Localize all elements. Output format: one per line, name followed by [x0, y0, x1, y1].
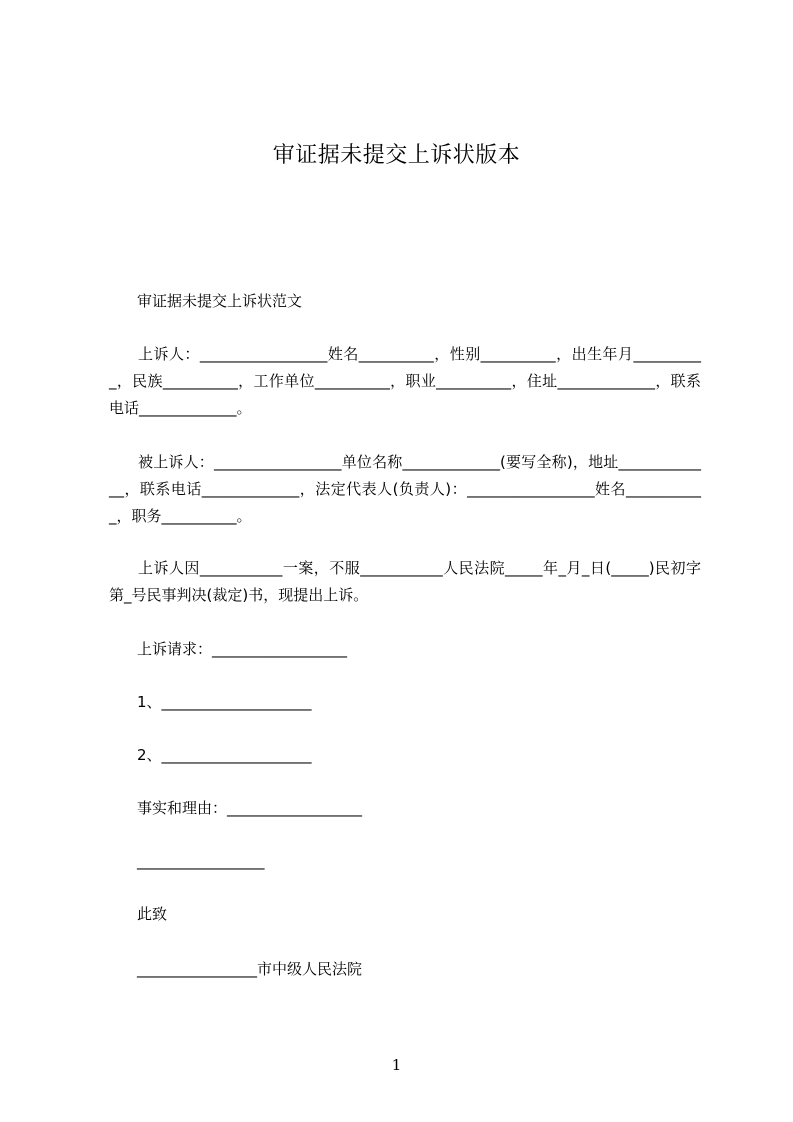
- court-line: ________________市中级人民法院: [137, 960, 363, 978]
- request-item-1: 1、____________________: [137, 693, 312, 711]
- blank-fill-line: _________________: [137, 852, 265, 870]
- facts-and-reasons-line: 事实和理由：__________________: [137, 799, 363, 817]
- salutation: 此致: [137, 905, 168, 923]
- appellant-paragraph: 上诉人：_________________姓名__________，性别__________，出生年月__________，民族__________，工作单位__________，职业__________，住址_____________，联系电话_____________。: [109, 345, 701, 417]
- appeal-request-line: 上诉请求：__________________: [137, 640, 348, 658]
- request-item-2: 2、____________________: [137, 746, 312, 764]
- cause-paragraph: 上诉人因___________一案，不服___________人民法院_____年_月_日(_____)民初字第_号民事判决(裁定)书，现提出上诉。: [109, 559, 701, 604]
- page-number: 1: [391, 1056, 402, 1074]
- page-title: 审证据未提交上诉状版本: [272, 143, 521, 168]
- document-subtitle: 审证据未提交上诉状范文: [137, 292, 303, 310]
- appellee-paragraph: 被上诉人：_________________单位名称_____________(要写全称)，地址_____________，联系电话_____________，法定代表人(负责人)：_________________姓名___________，职务__________。: [109, 453, 701, 525]
